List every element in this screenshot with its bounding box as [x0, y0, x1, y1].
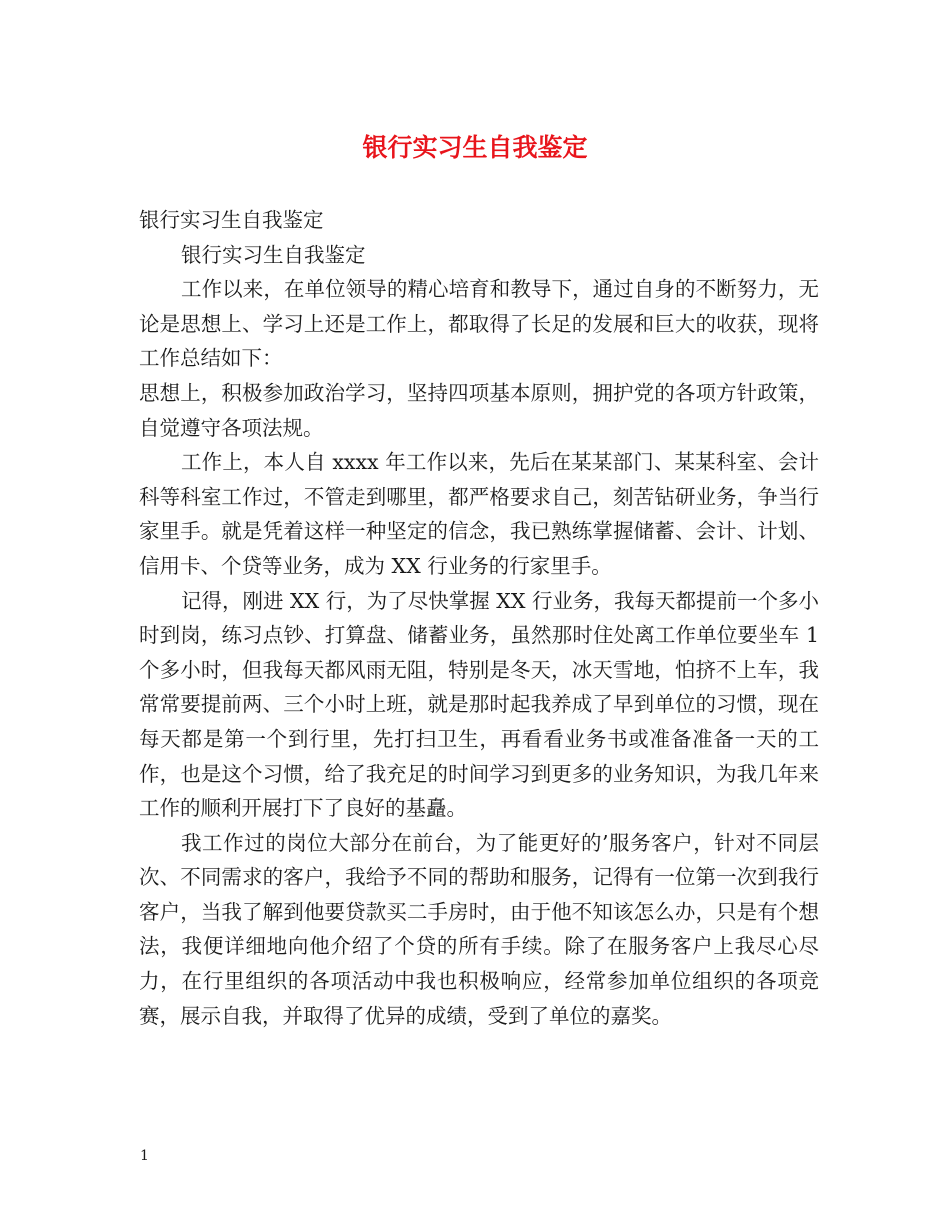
paragraph-heading: 银行实习生自我鉴定 — [139, 208, 324, 232]
paragraph-service: 我工作过的岗位大部分在前台，为了能更好的’服务客户，针对不同层次、不同需求的客户，我给予不同的帮助和服务，记得有一位第一次到我行客户，当我了解到他要贷款买二手房时，由于他不知该怎么办，只是有个想法，我便详细地向他介绍了个贷的所有手续。除了在服务客户上我尽心尽力，在行里组织的各项活动中我也积极响应，经常参加单位组织的各项竞赛，展示自我，并取得了优异的成绩，受到了单位的嘉奖。 — [139, 830, 819, 1028]
document-title: 银行实习生自我鉴定 — [362, 133, 588, 162]
paragraph-ideology: 思想上，积极参加政治学习，坚持四项基本原则，拥护党的各项方针政策，自觉遵守各项法规。 — [139, 380, 819, 440]
paragraph-memory: 记得，刚进 XX 行，为了尽快掌握 XX 行业务，我每天都提前一个多小时到岗，练习点钞、打算盘、储蓄业务，虽然那时住处离工作单位要坐车 1 个多小时，但我每天都风雨无阻，特别是冬天，冰天雪地，怕挤不上车，我常常要提前两、三个小时上班，就是那时起我养成了早到单位的习惯，现在每天都是第一个到行里，先打扫卫生，再看看业务书或准备准备一天的工作，也是这个习惯，给了我充足的时间学习到更多的业务知识，为我几年来工作的顺利开展打下了良好的基矗。 — [139, 588, 819, 821]
page-number: 1 — [140, 1148, 149, 1164]
paragraph-subheading: 银行实习生自我鉴定 — [181, 242, 366, 267]
paragraph-work: 工作上，本人自 xxxx 年工作以来，先后在某某部门、某某科室、会计科等科室工作过，不管走到哪里，都严格要求自己，刻苦钻研业务，争当行家里手。就是凭着这样一种坚定的信念，我已熟练掌握储蓄、会计、计划、信用卡、个贷等业务，成为 XX 行业务的行家里手。 — [139, 450, 819, 578]
paragraph-intro: 工作以来，在单位领导的精心培育和教导下，通过自身的不断努力，无论是思想上、学习上还是工作上，都取得了长足的发展和巨大的收获，现将工作总结如下： — [139, 277, 819, 371]
document-body — [139, 203, 819, 1033]
